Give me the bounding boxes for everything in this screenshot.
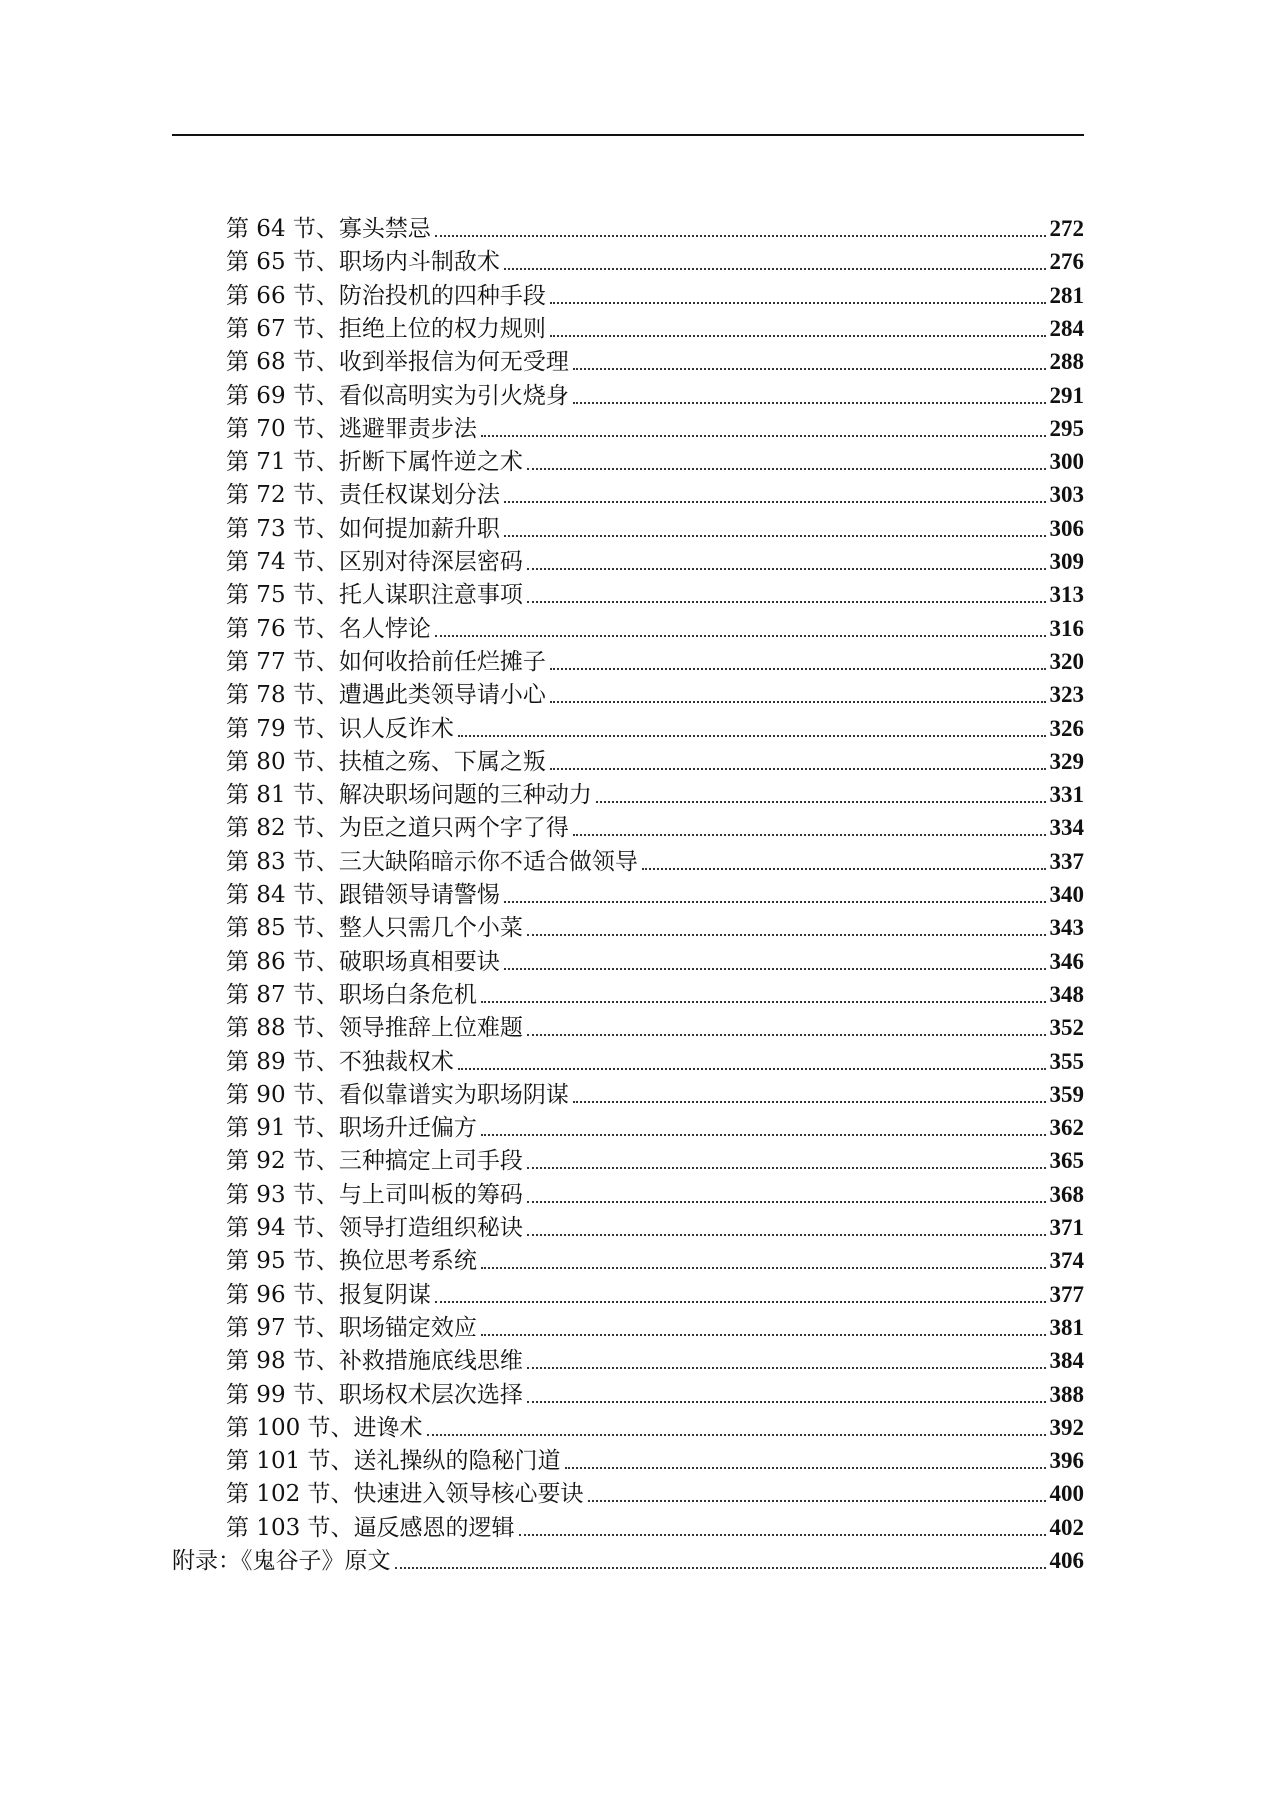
dot-leader (527, 568, 1046, 570)
toc-entry-page: 402 (1049, 1514, 1084, 1540)
toc-entry-page: 348 (1049, 981, 1084, 1007)
toc-entry-title: 第 87 节、职场白条危机 (226, 981, 477, 1008)
toc-appendix-page: 406 (1049, 1548, 1084, 1573)
toc-entry-page: 288 (1049, 349, 1084, 375)
toc-entry[interactable] (226, 809, 1084, 843)
toc-entry[interactable] (226, 710, 1084, 744)
toc-entry-title: 第 74 节、区别对待深层密码 (226, 549, 523, 575)
toc-entry-title: 第 83 节、三大缺陷暗示你不适合做领导 (226, 848, 638, 875)
toc-entry-title: 第 64 节、寡头禁忌 (226, 216, 431, 242)
toc-entry-title: 第 75 节、托人谋职注意事项 (226, 582, 523, 609)
toc-entry[interactable] (226, 576, 1084, 610)
toc-entry-title: 第 79 节、识人反诈术 (226, 715, 454, 742)
toc-entry[interactable] (226, 676, 1084, 710)
toc-entry[interactable] (226, 1209, 1084, 1243)
toc-entry-page: 388 (1049, 1381, 1084, 1407)
toc-entry[interactable] (226, 1242, 1084, 1276)
toc-entry-page: 303 (1049, 482, 1084, 508)
toc-entry-title: 第 89 节、不独裁权术 (226, 1048, 454, 1075)
toc-entry-page: 343 (1049, 915, 1084, 941)
toc-entry-title: 第 96 节、报复阴谋 (226, 1281, 431, 1308)
toc-entry-page: 400 (1049, 1481, 1084, 1507)
toc-entry[interactable] (226, 443, 1084, 477)
dot-leader (588, 1500, 1046, 1502)
dot-leader (642, 868, 1046, 870)
toc-entry-page: 334 (1049, 815, 1084, 841)
dot-leader (481, 1134, 1046, 1136)
toc-entry-title: 第 77 节、如何收拾前任烂摊子 (226, 648, 546, 675)
toc-entry-title: 第 85 节、整人只需几个小菜 (226, 915, 523, 942)
dot-leader (527, 1367, 1046, 1369)
toc-entry-page: 337 (1049, 848, 1084, 874)
dot-leader (435, 1301, 1046, 1303)
toc-entry[interactable] (226, 410, 1084, 444)
toc-entry-page: 374 (1049, 1248, 1084, 1274)
toc-entry-page: 368 (1049, 1181, 1084, 1207)
toc-entry-title: 第 86 节、破职场真相要诀 (226, 948, 500, 975)
toc-appendix-title: 附录：《鬼谷子》原文 (172, 1548, 391, 1574)
toc-entry-page: 300 (1049, 449, 1084, 475)
dot-leader (504, 968, 1046, 970)
toc-entry[interactable] (226, 277, 1084, 311)
toc-entry[interactable] (226, 243, 1084, 277)
toc-entry-title: 第 103 节、逼反感恩的逻辑 (226, 1514, 515, 1541)
toc-entry[interactable] (226, 776, 1084, 810)
dot-leader (550, 335, 1046, 337)
toc-entry[interactable] (226, 1376, 1084, 1410)
toc-entry-title: 第 71 节、折断下属忤逆之术 (226, 449, 523, 476)
dot-leader (527, 934, 1046, 936)
toc-entry-title: 第 68 节、收到举报信为何无受理 (226, 349, 569, 376)
toc-entry-page: 320 (1049, 648, 1084, 674)
dot-leader (519, 1534, 1046, 1536)
toc-entry[interactable] (226, 210, 1084, 244)
toc-entry[interactable] (226, 476, 1084, 510)
toc-entry-page: 284 (1049, 315, 1084, 341)
toc-entry-page: 362 (1049, 1115, 1084, 1141)
toc-entry[interactable] (226, 1176, 1084, 1210)
dot-leader (573, 368, 1046, 370)
toc-entry-page: 295 (1049, 415, 1084, 441)
dot-leader (573, 834, 1046, 836)
dot-leader (527, 1034, 1046, 1036)
toc-entry-title: 第 88 节、领导推辞上位难题 (226, 1015, 523, 1042)
dot-leader (527, 1167, 1046, 1169)
toc-entry-title: 第 93 节、与上司叫板的筹码 (226, 1181, 523, 1208)
toc-entry[interactable] (226, 976, 1084, 1010)
toc-entry-page: 276 (1049, 249, 1084, 275)
dot-leader (565, 1467, 1046, 1469)
toc-entry-page: 377 (1049, 1281, 1084, 1307)
dot-leader (596, 801, 1046, 803)
toc-entry-page: 381 (1049, 1314, 1084, 1340)
toc-entry-title: 第 67 节、拒绝上位的权力规则 (226, 315, 546, 342)
toc-appendix-entry[interactable] (172, 1542, 1084, 1576)
dot-leader (395, 1567, 1046, 1569)
toc-entry-title: 第 76 节、名人悖论 (226, 615, 431, 642)
toc-entry-page: 331 (1049, 782, 1084, 808)
toc-entry[interactable] (226, 377, 1084, 411)
toc-entry[interactable] (226, 876, 1084, 910)
toc-entry-page: 329 (1049, 748, 1084, 774)
toc-entry[interactable] (226, 1009, 1084, 1043)
toc-entry[interactable] (226, 1142, 1084, 1176)
dot-leader (481, 1267, 1046, 1269)
toc-entry-title: 第 80 节、扶植之殇、下属之叛 (226, 748, 546, 775)
toc-entry[interactable] (226, 510, 1084, 544)
toc-entry[interactable] (226, 1109, 1084, 1143)
dot-leader (550, 701, 1046, 703)
dot-leader (435, 635, 1046, 637)
toc-entry-title: 第 78 节、遭遇此类领导请小心 (226, 682, 546, 709)
header-rule (172, 134, 1084, 136)
toc-entry[interactable] (226, 1442, 1084, 1476)
toc-entry[interactable] (226, 1409, 1084, 1443)
toc-entry-title: 第 69 节、看似高明实为引火烧身 (226, 382, 569, 409)
dot-leader (527, 1401, 1046, 1403)
toc-entry[interactable] (226, 310, 1084, 344)
toc-entry-title: 第 92 节、三种搞定上司手段 (226, 1148, 523, 1175)
dot-leader (481, 435, 1046, 437)
toc-entry-page: 396 (1049, 1448, 1084, 1474)
toc-entry-title: 第 82 节、为臣之道只两个字了得 (226, 815, 569, 842)
toc-entry[interactable] (226, 743, 1084, 777)
toc-entry[interactable] (226, 1276, 1084, 1310)
toc-entry-title: 第 81 节、解决职场问题的三种动力 (226, 782, 592, 809)
toc-entry-title: 第 98 节、补救措施底线思维 (226, 1348, 523, 1375)
toc-entry-title: 第 97 节、职场锚定效应 (226, 1314, 477, 1341)
toc-entry-page: 355 (1049, 1048, 1084, 1074)
toc-entry[interactable] (226, 1043, 1084, 1077)
dot-leader (504, 501, 1046, 503)
toc-entry-page: 323 (1049, 682, 1084, 708)
toc-entry-title: 第 90 节、看似靠谱实为职场阴谋 (226, 1081, 569, 1108)
toc-entry-title: 第 72 节、责任权谋划分法 (226, 482, 500, 509)
dot-leader (427, 1434, 1046, 1436)
toc-entry-page: 340 (1049, 882, 1084, 907)
toc-entry[interactable] (226, 1342, 1084, 1376)
toc-entry-page: 313 (1049, 582, 1084, 608)
toc-entry-page: 291 (1049, 382, 1084, 408)
toc-entry-page: 281 (1049, 282, 1084, 308)
toc-entry[interactable] (226, 543, 1084, 577)
toc-entry-title: 第 100 节、进谗术 (226, 1414, 423, 1441)
toc-entry-page: 392 (1049, 1414, 1084, 1440)
toc-entry-page: 272 (1049, 216, 1084, 241)
dot-leader (573, 402, 1046, 404)
toc-entry-page: 309 (1049, 549, 1084, 574)
dot-leader (504, 535, 1046, 537)
toc-entry-title: 第 91 节、职场升迁偏方 (226, 1115, 477, 1142)
dot-leader (458, 1068, 1046, 1070)
toc-entry-title: 第 84 节、跟错领导请警惕 (226, 882, 500, 908)
toc-entry[interactable] (226, 943, 1084, 977)
toc-entry-title: 第 73 节、如何提加薪升职 (226, 515, 500, 542)
toc-entry-title: 第 101 节、送礼操纵的隐秘门道 (226, 1448, 561, 1475)
dot-leader (527, 1234, 1046, 1236)
toc-entry[interactable] (226, 843, 1084, 877)
dot-leader (504, 268, 1046, 270)
toc-entry-page: 359 (1049, 1081, 1084, 1107)
toc-entry[interactable] (226, 1475, 1084, 1509)
toc-entry[interactable] (226, 610, 1084, 644)
toc-entry-page: 316 (1049, 615, 1084, 641)
toc-entry[interactable] (226, 343, 1084, 377)
toc-entry-title: 第 66 节、防治投机的四种手段 (226, 282, 546, 309)
toc-entry[interactable] (226, 1309, 1084, 1343)
toc-entry-title: 第 70 节、逃避罪责步法 (226, 415, 477, 442)
dot-leader (527, 1201, 1046, 1203)
toc-entry-page: 384 (1049, 1348, 1084, 1374)
toc-entry-title: 第 94 节、领导打造组织秘诀 (226, 1215, 523, 1241)
toc-entry-page: 352 (1049, 1015, 1084, 1041)
toc-entry[interactable] (226, 1509, 1084, 1543)
dot-leader (550, 302, 1046, 304)
toc-entry-page: 371 (1049, 1215, 1084, 1240)
toc-entry-title: 第 102 节、快速进入领导核心要诀 (226, 1481, 584, 1508)
dot-leader (504, 901, 1046, 903)
dot-leader (527, 468, 1046, 470)
dot-leader (481, 1334, 1046, 1336)
dot-leader (550, 768, 1046, 770)
dot-leader (527, 601, 1046, 603)
toc-entry-page: 346 (1049, 948, 1084, 974)
dot-leader (481, 1001, 1046, 1003)
dot-leader (550, 668, 1046, 670)
toc-entry[interactable] (226, 643, 1084, 677)
dot-leader (573, 1101, 1046, 1103)
toc-entry-page: 365 (1049, 1148, 1084, 1174)
dot-leader (435, 235, 1046, 237)
toc-entry-page: 306 (1049, 515, 1084, 541)
toc-entry-title: 第 99 节、职场权术层次选择 (226, 1381, 523, 1408)
toc-entry-title: 第 65 节、职场内斗制敌术 (226, 249, 500, 276)
toc-entry-title: 第 95 节、换位思考系统 (226, 1248, 477, 1275)
toc-entry[interactable] (226, 1076, 1084, 1110)
dot-leader (458, 735, 1046, 737)
toc-entry[interactable] (226, 909, 1084, 943)
toc-entry-page: 326 (1049, 715, 1084, 741)
